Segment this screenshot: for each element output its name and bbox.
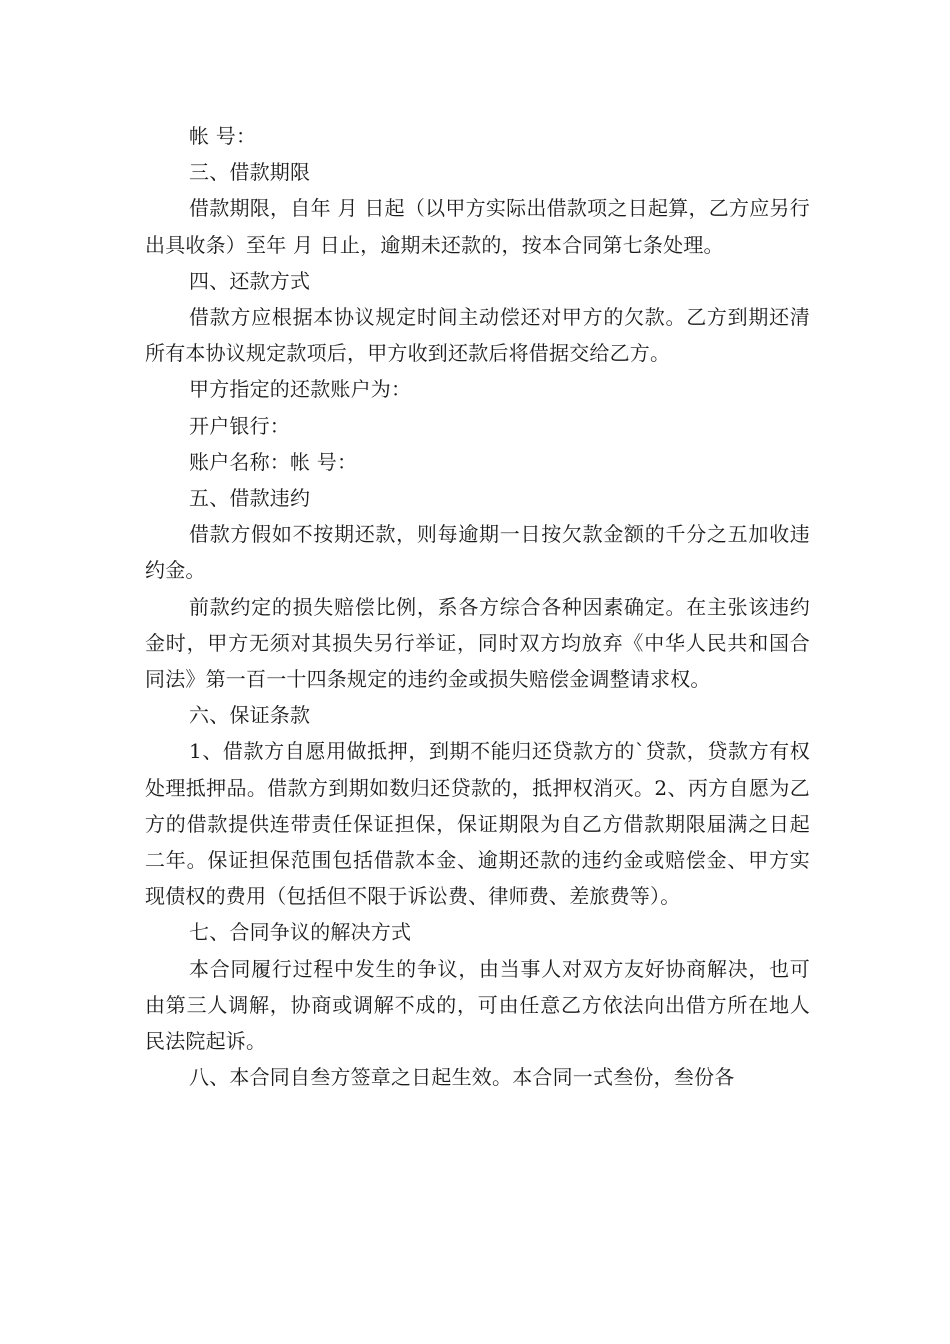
repayment-paragraph: 借款方应根据本协议规定时间主动偿还对甲方的欠款。乙方到期还清所有本协议规定款项后，甲方收到还款后将借据交给乙方。 xyxy=(145,305,810,366)
default-paragraph: 借款方假如不按期还款，则每逾期一日按欠款金额的千分之五加收违约金。 xyxy=(145,522,810,583)
guarantee-paragraph: 1、借款方自愿用做抵押，到期不能归还贷款方的`贷款，贷款方有权处理抵押品。借款方到期如数归还贷款的，抵押权消灭。2、丙方自愿为乙方的借款提供连带责任保证担保，保证期限为自乙方借款期限届满之日起二年。保证担保范围包括借款本金、逾期还款的违约金或赔偿金、甲方实现债权的费用（包括但不限于诉讼费、律师费、差旅费等）。 xyxy=(145,739,810,909)
document-page xyxy=(145,118,810,1095)
section-heading-loan-term: 三、借款期限 xyxy=(189,160,311,185)
section-heading-repayment: 四、还款方式 xyxy=(189,268,311,293)
account-number-line: 帐 号： xyxy=(189,124,257,148)
account-name-line: 账户名称：帐 号： xyxy=(189,449,358,474)
section-heading-guarantee: 六、保证条款 xyxy=(189,703,311,728)
bank-line: 开户银行： xyxy=(189,413,290,438)
dispute-paragraph: 本合同履行过程中发生的争议，由当事人对双方友好协商解决，也可由第三人调解，协商或调解不成的，可由任意乙方依法向出借方所在地人民法院起诉。 xyxy=(145,956,810,1054)
section-heading-default: 五、借款违约 xyxy=(189,486,311,511)
section-heading-dispute: 七、合同争议的解决方式 xyxy=(189,920,412,945)
loan-term-paragraph: 借款期限，自年 月 日起（以甲方实际出借款项之日起算，乙方应另行出具收条）至年 月 日止，逾期未还款的，按本合同第七条处理。 xyxy=(145,196,810,257)
damages-paragraph: 前款约定的损失赔偿比例，系各方综合各种因素确定。在主张该违约金时，甲方无须对其损失另行举证，同时双方均放弃《中华人民共和国合同法》第一百一十四条规定的违约金或损失赔偿金调整请求权。 xyxy=(145,594,810,692)
effectiveness-paragraph: 八、本合同自叁方签章之日起生效。本合同一式叁份，叁份各 xyxy=(189,1065,735,1090)
repayment-account-line: 甲方指定的还款账户为： xyxy=(189,377,412,402)
